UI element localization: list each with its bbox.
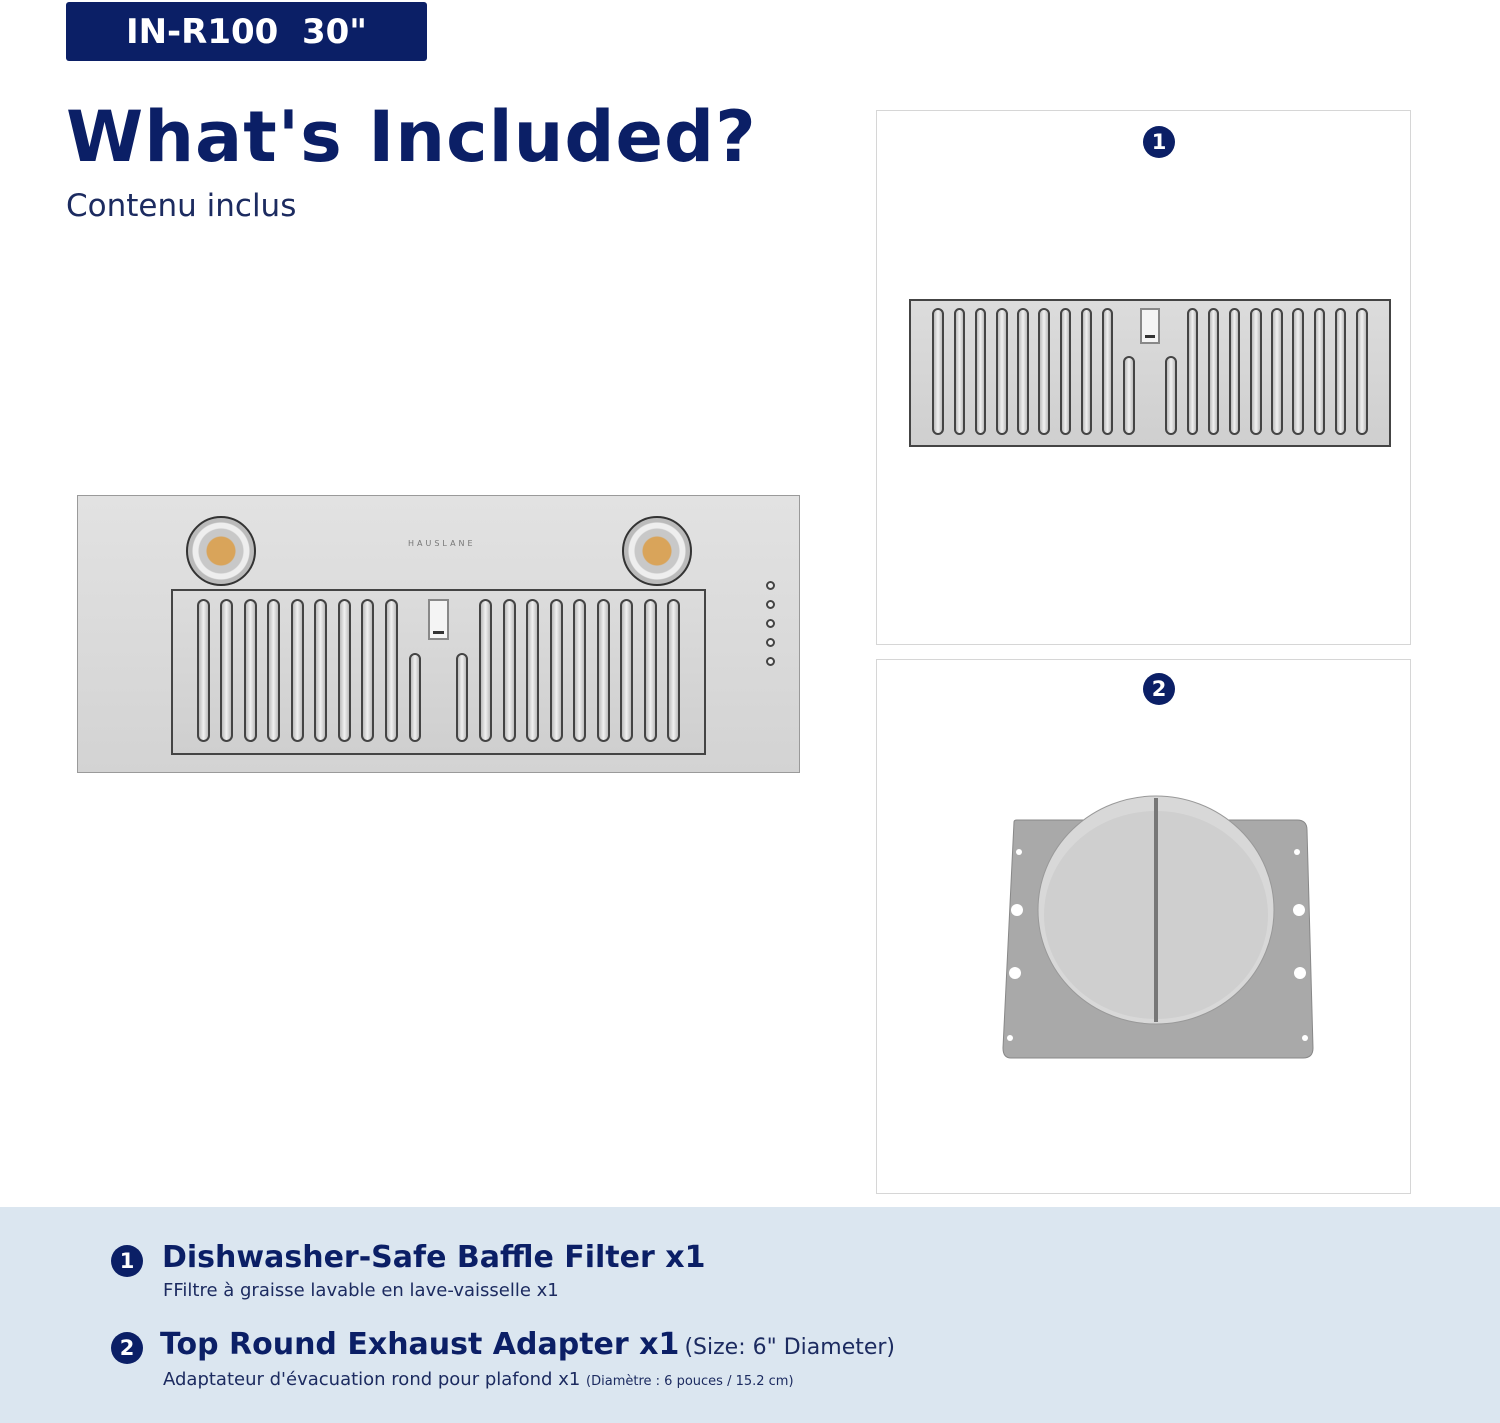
filter-slat [1356, 308, 1368, 435]
included-items-list [0, 1207, 1500, 1423]
filter-slat [996, 308, 1008, 435]
filter-slat [1123, 356, 1135, 435]
led-light-left [186, 516, 256, 586]
item-name-french: Adaptateur d'évacuation rond pour plafond x1 [163, 1369, 581, 1390]
filter-slat [1060, 308, 1072, 435]
filter-slat [550, 599, 563, 742]
baffle-filter-image [909, 299, 1391, 447]
filter-slat [1165, 356, 1177, 435]
filter-slat [314, 599, 327, 742]
filter-slat [244, 599, 257, 742]
item-name: Dishwasher-Safe Baffle Filter x1 [162, 1240, 706, 1275]
led-light-right [622, 516, 692, 586]
filter-slat [1335, 308, 1347, 435]
filter-slat [1081, 308, 1093, 435]
filter-slat [667, 599, 680, 742]
panel-exhaust-adapter [876, 659, 1411, 1194]
item-number-badge: 2 [111, 1332, 143, 1364]
filter-slat [573, 599, 586, 742]
filter-slat [267, 599, 280, 742]
filter-slat [456, 653, 469, 742]
filter-slat [975, 308, 987, 435]
exhaust-adapter-image [997, 790, 1317, 1060]
filter-slat [1314, 308, 1326, 435]
control-button [766, 600, 775, 609]
hood-baffle-filter [171, 589, 706, 755]
filter-slat [1038, 308, 1050, 435]
filter-handle [1140, 308, 1160, 344]
control-buttons [766, 581, 775, 666]
filter-slat [1187, 308, 1199, 435]
filter-slat [291, 599, 304, 742]
page-subtitle: Contenu inclus [66, 188, 297, 224]
filter-handle [428, 599, 449, 640]
filter-slat [338, 599, 351, 742]
filter-slat [409, 653, 422, 742]
item-number-badge: 1 [111, 1245, 143, 1277]
brand-logo: HAUSLANE [408, 539, 476, 548]
control-button [766, 581, 775, 590]
filter-slat [644, 599, 657, 742]
panel-baffle-filter [876, 110, 1411, 645]
filter-slat [503, 599, 516, 742]
filter-slat [385, 599, 398, 742]
item-size-french: (Diamètre : 6 pouces / 15.2 cm) [586, 1374, 794, 1389]
filter-slat [597, 599, 610, 742]
range-hood-image [77, 495, 800, 773]
filter-slat [361, 599, 374, 742]
model-badge: IN-R100 30" [66, 2, 427, 61]
panel-number-badge: 2 [1143, 673, 1175, 705]
filter-slat [1271, 308, 1283, 435]
filter-slat [1102, 308, 1114, 435]
item-name: Top Round Exhaust Adapter x1 [160, 1327, 680, 1362]
filter-slat [620, 599, 633, 742]
item-name-french: FFiltre à graisse lavable en lave-vaisselle x1 [163, 1280, 559, 1301]
filter-slat [954, 308, 966, 435]
filter-slat [1017, 308, 1029, 435]
filter-slat [220, 599, 233, 742]
filter-slat [932, 308, 944, 435]
filter-slat [1292, 308, 1304, 435]
filter-slat [1229, 308, 1241, 435]
control-button [766, 638, 775, 647]
filter-slat [1250, 308, 1262, 435]
panel-number-badge: 1 [1143, 126, 1175, 158]
filter-slat [1208, 308, 1220, 435]
control-button [766, 619, 775, 628]
page-title: What's Included? [66, 96, 757, 178]
filter-slat [526, 599, 539, 742]
control-button [766, 657, 775, 666]
item-size: (Size: 6" Diameter) [684, 1335, 896, 1360]
filter-slat [197, 599, 210, 742]
filter-slat [479, 599, 492, 742]
